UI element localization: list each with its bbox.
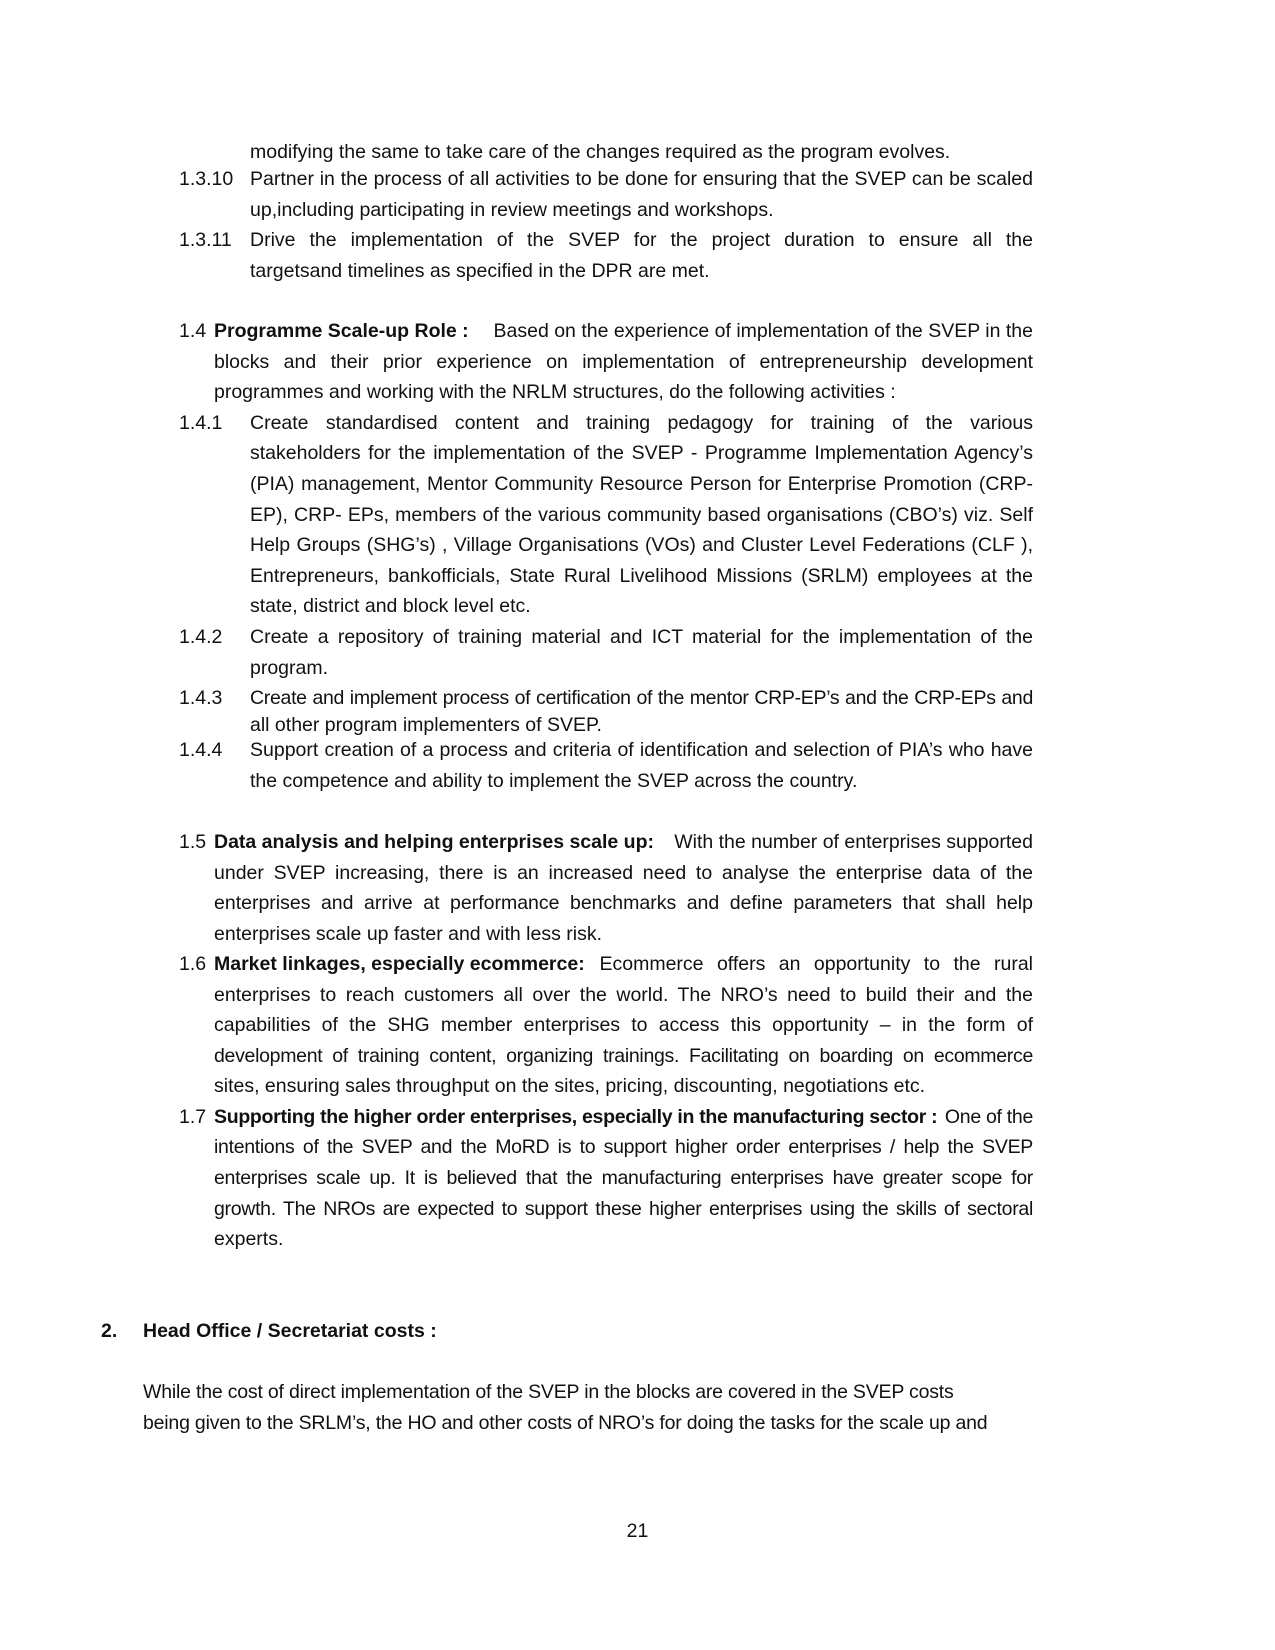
section-text-line: intentions of the SVEP and the MoRD is to support higher order enterprises / help the SVEP [214,1136,1033,1158]
item-text-line: program. [250,657,329,679]
item-number: 1.4.4 [179,739,223,761]
section-text-line: enterprises to reach customers all over the world. The NRO’s need to build their and the [214,984,1033,1006]
section-number: 1.5 [179,831,207,853]
section-text-line: enterprises scale up. It is believed that the manufacturing enterprises have greater scope for [214,1167,1033,1189]
section-text: Ecommerce offers an opportunity to the rural [599,953,1033,975]
item-text-line: Entrepreneurs, bankofficials, State Rural Livelihood Missions (SRLM) employees at the [250,565,1033,587]
section-first-line [214,951,1033,977]
section-title: Data analysis and helping enterprises scale up: [214,831,654,853]
section-text-line: enterprises scale up faster and with less risk. [214,923,603,945]
section-text-line: development of training content, organizing trainings. Facilitating on boarding on ecommerce [214,1045,1033,1067]
section-text-line: blocks and their prior experience on implementation of entrepreneurship development [214,351,1033,373]
item-text-line: Partner in the process of all activities to be done for ensuring that the SVEP can be scaled [250,168,1033,190]
item-number: 1.4.1 [179,412,223,434]
item-text-line: up,including participating in review meetings and workshops. [250,199,774,221]
intro-continuation: modifying the same to take care of the changes required as the program evolves. [250,141,951,163]
section-text-line: growth. The NROs are expected to support these higher enterprises using the skills of sectoral [214,1198,1033,1220]
section-text: With the number of enterprises supported [674,831,1033,853]
section-text: One of the [944,1106,1033,1128]
item-text-line: all other program implementers of SVEP. [250,714,602,736]
item-number: 1.4.2 [179,626,223,648]
item-text-line: Help Groups (SHG’s) , Village Organisations (VOs) and Cluster Level Federations (CLF ), [250,534,1033,556]
section-text-line: under SVEP increasing, there is an increased need to analyse the enterprise data of the [214,862,1033,884]
section-number: 1.4 [179,320,207,342]
section-first-line [214,829,1033,855]
item-text-line: the competence and ability to implement the SVEP across the country. [250,770,858,792]
section-title: Head Office / Secretariat costs : [143,1320,437,1342]
item-text-line: Create standardised content and training pedagogy for training of the various [250,412,1033,434]
item-text-line: Create and implement process of certification of the mentor CRP-EP’s and the CRP-EPs and [250,687,1033,709]
section-text-line: experts. [214,1228,284,1250]
item-text-line: state, district and block level etc. [250,595,531,617]
section-text-line: enterprises and arrive at performance benchmarks and define parameters that shall help [214,892,1033,914]
item-text-line: Drive the implementation of the SVEP for the project duration to ensure all the [250,229,1033,251]
section-title: Supporting the higher order enterprises, especially in the manufacturing sector : [214,1106,938,1128]
item-text-line: Support creation of a process and criteria of identification and selection of PIA’s who have [250,739,1033,761]
section-text-line: sites, ensuring sales throughput on the sites, pricing, discounting, negotiations etc. [214,1075,926,1097]
section-text: Based on the experience of implementation of the SVEP in the [493,320,1033,342]
item-number: 1.4.3 [179,687,223,709]
item-text-line: EP), CRP- EPs, members of the various community based organisations (CBO’s) viz. Self [250,504,1033,526]
section-number: 2. [101,1320,118,1342]
section-number: 1.6 [179,953,207,975]
section-first-line [214,1104,1033,1130]
section-text-line: capabilities of the SHG member enterprises to access this opportunity – in the form of [214,1014,1033,1036]
section-first-line [214,318,1033,344]
section-text-line: programmes and working with the NRLM structures, do the following activities : [214,381,896,403]
item-number: 1.3.11 [179,229,232,251]
item-number: 1.3.10 [179,168,234,190]
section-title: Market linkages, especially ecommerce: [214,953,585,975]
item-text-line: Create a repository of training material and ICT material for the implementation of the [250,626,1033,648]
section-number: 1.7 [179,1106,207,1128]
item-text-line: targetsand timelines as specified in the DPR are met. [250,260,710,282]
section-text-line: While the cost of direct implementation of the SVEP in the blocks are covered in the SVEP costs [143,1381,954,1403]
item-text-line: stakeholders for the implementation of the SVEP - Programme Implementation Agency’s [250,442,1033,464]
page-number: 21 [626,1520,649,1542]
section-text-line: being given to the SRLM’s, the HO and other costs of NRO’s for doing the tasks for the scale up and [143,1412,988,1434]
item-text-line: (PIA) management, Mentor Community Resource Person for Enterprise Promotion (CRP- [250,473,1033,495]
section-title: Programme Scale-up Role : [214,320,469,342]
